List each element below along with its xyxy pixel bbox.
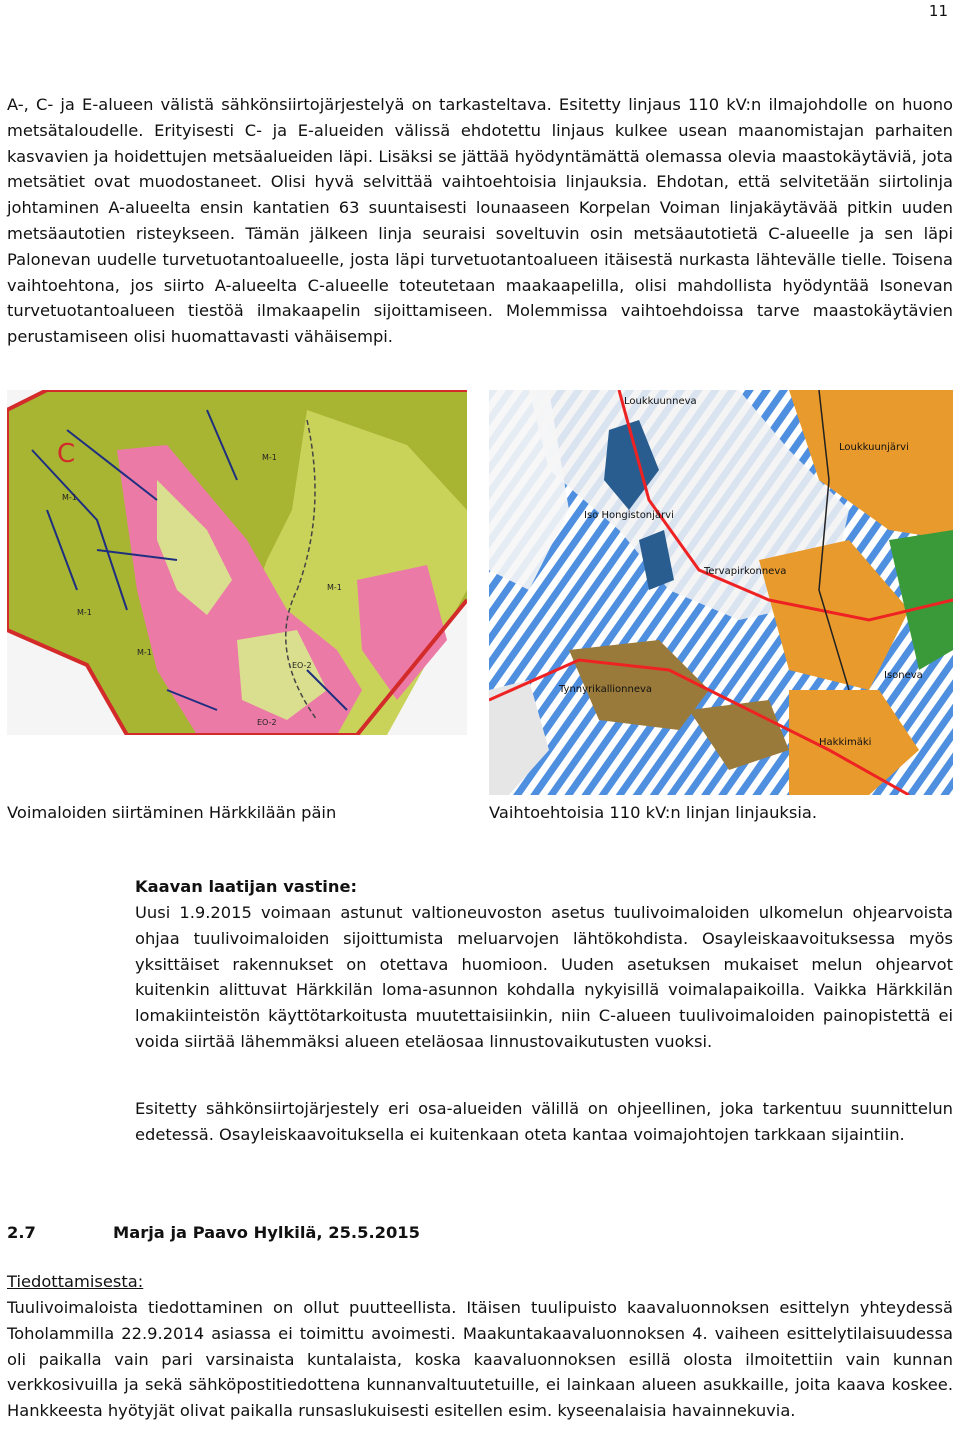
map-right-label: Iso Hongistonjärvi	[584, 510, 674, 521]
reply-paragraph-1: Uusi 1.9.2015 voimaan astunut valtioneuvoston asetus tuulivoimaloiden ulkomelun ohjearvoista ohjaa tuulivoimaloiden sijoittumista meluarvojen lähtökohdista. Osayleiskaavoituksessa myös yksittäiset rakennukset on otettava huomioon. Uuden asetuksen mukaiset melun ohjearvot kuitenkin alittuvat Härkkilän loma-asunnon kohdalla nykyisillä voimalapaikoilla. Vaikka Härkkilän lomakiinteistön käyttötarkoitusta muutettaisiinkin, niin C-alueen tuulivoimaloiden painopistettä ei voida siirtää lähemmäksi alueen eteläosaa linnustovaikutusten vuoksi.	[135, 903, 953, 1051]
reply-heading: Kaavan laatijan vastine:	[135, 877, 357, 896]
paragraph-feedback: A-, C- ja E-alueen välistä sähkönsiirtojärjestelyä on tarkasteltava. Esitetty linjaus 110 kV:n ilmajohdolle on huono metsätaloudelle. Erityisesti C- ja E-alueiden välissä ehdotettu linjaus kulkee usean maanomistajan parhaiten kasvavien ja hoidettujen metsäalueiden läpi. Lisäksi se jättää hyödyntämättä olemassa olevia maastokäytäviä, jota metsätiet ovat muodostaneet. Olisi hyvä selvittää vaihtoehtoisia linjauksia. Ehdotan, että selvitetään siirtolinja johtaminen A-alueelta ensin kantatien 63 suuntaisesti lounaaseen Korpelan Voiman linjakäytävää pitkin uuden metsäautotien risteykseen. Tämän jälkeen linja seuraisi soveltuvin osin metsäautotietä C-alueelle ja sen läpi Palonevan uudelle turvetuotantoalueelle, josta läpi turvetuotantoalueen itäisestä nurkasta lähtevälle tielle. Toisena vaihtoehtona, jos siirto A-alueelta C-alueelle toteutetaan maakaapelilla, olisi mahdollista hyödyntää Isonevan turvetuotantoalueen tiestöä ilmakaapelin sijoittamiseen. Molemmissa vaihtoehdoissa tarve maastokäytävien perustamiseen olisi huomattavasti vähäisempi.	[7, 95, 953, 347]
section-heading	[7, 1223, 420, 1242]
map-left-label: M-1	[62, 493, 77, 502]
map-right-label: Loukkuunjärvi	[839, 442, 909, 453]
map-left-label: M-1	[137, 648, 152, 657]
reply-paragraph-2: Esitetty sähkönsiirtojärjestely eri osa-alueiden välillä on ohjeellinen, joka tarkentuu suunnittelun edetessä. Osayleiskaavoituksella ei kuitenkaan oteta kantaa voimajohtojen tarkkaan sijaintiin.	[135, 1099, 953, 1144]
last-paragraph: Tuulivoimaloista tiedottaminen on ollut puutteellista. Itäisen tuulipuisto kaavaluonnoksen esittelyn yhteydessä Toholammilla 22.9.2014 asiassa ei toimittu avoimesti. Maakuntakaavaluonnoksen 4. vaiheen esittelytilaisuudessa oli paikalla vain pari varsinaista kuntalaista, koska kaavaluonnoksen esillä olosta ilmoitettiin vain kunnan verkkosivuilla ja sekä sähköpostitiedottena kunnanvaltuutetuille, ei lainkaan alueen asukkaille, joita kaava koskee. Hankkeesta hyötyjät olivat paikalla runsaslukuisesti esitellen esim. kyseenalaisia havainnekuvia.	[7, 1298, 953, 1421]
caption-right: Vaihtoehtoisia 110 kV:n linjan linjauksia.	[489, 803, 818, 822]
page-number: 11	[928, 2, 948, 20]
map-left-area-label: C	[57, 439, 76, 469]
caption-left: Voimaloiden siirtäminen Härkkilään päin	[7, 803, 337, 822]
map-left	[7, 390, 467, 735]
map-left-label: M-1	[262, 453, 277, 462]
section-title: Marja ja Paavo Hylkilä, 25.5.2015	[113, 1223, 420, 1242]
map-left-label: EO-2	[257, 718, 277, 727]
map-left-label: M-1	[77, 608, 92, 617]
map-right-label: Tervapirkonneva	[704, 566, 787, 577]
map-right-label: Isoneva	[884, 670, 923, 681]
map-right-label: Loukkuunneva	[624, 396, 697, 407]
map-left-label: EO-2	[292, 661, 312, 670]
section-number: 2.7	[7, 1223, 36, 1242]
map-right-label: Hakkimäki	[819, 737, 872, 748]
sub-heading: Tiedottamisesta:	[7, 1272, 144, 1291]
map-left-label: M-1	[327, 583, 342, 592]
map-right-label: Tynnyrikallionneva	[559, 684, 653, 695]
map-right	[489, 390, 953, 795]
